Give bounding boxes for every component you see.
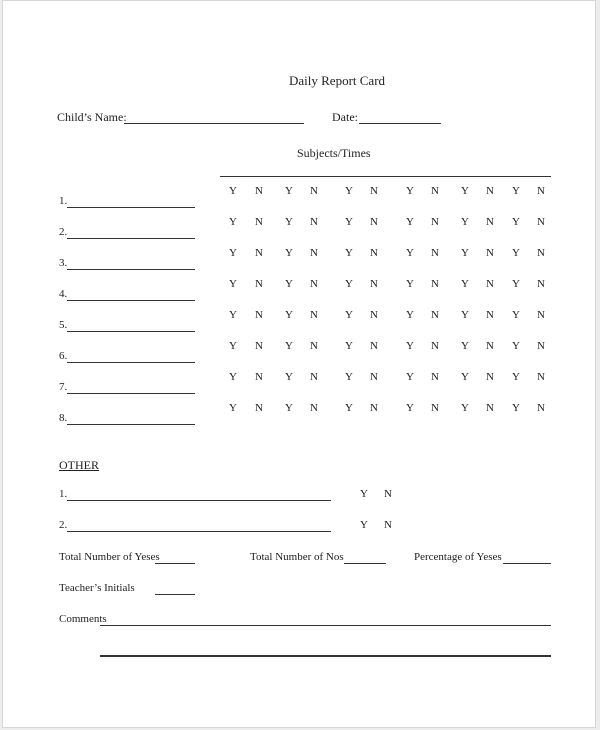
subjects-heading: Subjects/Times <box>297 146 371 160</box>
no-option[interactable]: N <box>486 340 494 352</box>
yes-option[interactable]: Y <box>461 402 469 414</box>
no-option[interactable]: N <box>310 309 318 321</box>
no-option[interactable]: N <box>431 340 439 352</box>
no-option[interactable]: N <box>255 247 263 259</box>
yes-option[interactable]: Y <box>512 309 520 321</box>
no-option[interactable]: N <box>431 185 439 197</box>
row-number: 8. <box>59 412 68 424</box>
yes-option[interactable]: Y <box>285 185 293 197</box>
row-number: 2. <box>59 226 68 238</box>
yes-option[interactable]: Y <box>406 216 414 228</box>
yes-option[interactable]: Y <box>285 216 293 228</box>
yes-option[interactable]: Y <box>345 371 353 383</box>
other-heading: OTHER <box>59 458 99 472</box>
no-option[interactable]: N <box>486 247 494 259</box>
page-title: Daily Report Card <box>289 73 386 88</box>
yes-option[interactable]: Y <box>512 247 520 259</box>
no-option[interactable]: N <box>255 278 263 290</box>
yes-option[interactable]: Y <box>461 185 469 197</box>
yes-option[interactable]: Y <box>406 340 414 352</box>
no-option[interactable]: N <box>537 216 545 228</box>
date-label: Date: <box>332 110 358 124</box>
no-option[interactable]: N <box>310 278 318 290</box>
no-option[interactable]: N <box>255 402 263 414</box>
yes-option[interactable]: Y <box>512 185 520 197</box>
yes-option[interactable]: Y <box>229 216 237 228</box>
subject-field[interactable] <box>67 207 195 208</box>
yes-option[interactable]: Y <box>360 488 368 500</box>
yes-option[interactable]: Y <box>461 216 469 228</box>
comments-label: Comments <box>59 613 107 625</box>
no-option[interactable]: N <box>537 309 545 321</box>
subjects-top-rule <box>220 176 551 177</box>
no-option[interactable]: N <box>370 371 378 383</box>
subject-field[interactable] <box>67 300 195 301</box>
yes-option[interactable]: Y <box>345 402 353 414</box>
yes-option[interactable]: Y <box>285 371 293 383</box>
no-option[interactable]: N <box>486 216 494 228</box>
yes-option[interactable]: Y <box>406 371 414 383</box>
yes-option[interactable]: Y <box>461 278 469 290</box>
yes-option[interactable]: Y <box>229 247 237 259</box>
no-option[interactable]: N <box>370 278 378 290</box>
no-option[interactable]: N <box>537 402 545 414</box>
no-option[interactable]: N <box>310 185 318 197</box>
subject-field[interactable] <box>67 424 195 425</box>
yes-option[interactable]: Y <box>345 340 353 352</box>
child-name-field[interactable] <box>124 123 304 124</box>
no-option[interactable]: N <box>486 309 494 321</box>
yes-option[interactable]: Y <box>345 309 353 321</box>
subject-field[interactable] <box>67 393 195 394</box>
other-row-number: 1. <box>59 488 68 500</box>
no-option[interactable]: N <box>310 340 318 352</box>
no-option[interactable]: N <box>255 216 263 228</box>
total-nos-label: Total Number of Nos <box>250 551 344 563</box>
no-option[interactable]: N <box>370 340 378 352</box>
yes-option[interactable]: Y <box>512 402 520 414</box>
no-option[interactable]: N <box>255 340 263 352</box>
row-number: 5. <box>59 319 68 331</box>
yes-option[interactable]: Y <box>406 247 414 259</box>
yes-option[interactable]: Y <box>345 216 353 228</box>
no-option[interactable]: N <box>486 402 494 414</box>
yes-option[interactable]: Y <box>512 340 520 352</box>
yes-option[interactable]: Y <box>229 278 237 290</box>
row-number: 1. <box>59 195 68 207</box>
no-option[interactable]: N <box>537 371 545 383</box>
yes-option[interactable]: Y <box>512 371 520 383</box>
yes-option[interactable]: Y <box>512 216 520 228</box>
subject-field[interactable] <box>67 362 195 363</box>
row-number: 3. <box>59 257 68 269</box>
total-yeses-label: Total Number of Yeses <box>59 551 160 563</box>
total-yeses-field[interactable] <box>155 563 195 564</box>
no-option[interactable]: N <box>431 247 439 259</box>
no-option[interactable]: N <box>370 309 378 321</box>
no-option[interactable]: N <box>431 278 439 290</box>
yes-option[interactable]: Y <box>512 278 520 290</box>
yes-option[interactable]: Y <box>406 278 414 290</box>
no-option[interactable]: N <box>310 371 318 383</box>
row-number: 7. <box>59 381 68 393</box>
yes-option[interactable]: Y <box>461 340 469 352</box>
yes-option[interactable]: Y <box>285 340 293 352</box>
row-number: 6. <box>59 350 68 362</box>
no-option[interactable]: N <box>431 216 439 228</box>
date-field[interactable] <box>359 123 441 124</box>
no-option[interactable]: N <box>537 185 545 197</box>
no-option[interactable]: N <box>370 185 378 197</box>
no-option[interactable]: N <box>537 247 545 259</box>
report-card-page <box>2 0 596 728</box>
yes-option[interactable]: Y <box>285 278 293 290</box>
yes-option[interactable]: Y <box>461 309 469 321</box>
no-option[interactable]: N <box>486 278 494 290</box>
subject-field[interactable] <box>67 331 195 332</box>
yes-option[interactable]: Y <box>229 309 237 321</box>
other-field[interactable] <box>67 531 331 532</box>
other-row-number: 2. <box>59 519 68 531</box>
no-option[interactable]: N <box>255 185 263 197</box>
comments-field-line-2[interactable] <box>100 655 551 657</box>
row-number: 4. <box>59 288 68 300</box>
no-option[interactable]: N <box>431 309 439 321</box>
no-option[interactable]: N <box>255 371 263 383</box>
yes-option[interactable]: Y <box>345 278 353 290</box>
yes-option[interactable]: Y <box>406 402 414 414</box>
no-option[interactable]: N <box>486 185 494 197</box>
yes-option[interactable]: Y <box>229 371 237 383</box>
no-option[interactable]: N <box>537 340 545 352</box>
yes-option[interactable]: Y <box>461 371 469 383</box>
no-option[interactable]: N <box>370 216 378 228</box>
yes-option[interactable]: Y <box>406 185 414 197</box>
no-option[interactable]: N <box>310 216 318 228</box>
comments-field-line-1[interactable] <box>100 625 551 626</box>
yes-option[interactable]: Y <box>345 247 353 259</box>
yes-option[interactable]: Y <box>285 402 293 414</box>
yes-option[interactable]: Y <box>461 247 469 259</box>
total-nos-field[interactable] <box>344 563 386 564</box>
yes-option[interactable]: Y <box>229 185 237 197</box>
no-option[interactable]: N <box>310 402 318 414</box>
yes-option[interactable]: Y <box>285 309 293 321</box>
no-option[interactable]: N <box>431 402 439 414</box>
no-option[interactable]: N <box>486 371 494 383</box>
yes-option[interactable]: Y <box>229 340 237 352</box>
child-name-label: Child’s Name: <box>57 110 127 124</box>
yes-option[interactable]: Y <box>406 309 414 321</box>
yes-option[interactable]: Y <box>229 402 237 414</box>
other-field[interactable] <box>67 500 331 501</box>
yes-option[interactable]: Y <box>360 519 368 531</box>
yes-option[interactable]: Y <box>285 247 293 259</box>
subject-field[interactable] <box>67 269 195 270</box>
yes-option[interactable]: Y <box>345 185 353 197</box>
no-option[interactable]: N <box>384 488 392 500</box>
no-option[interactable]: N <box>255 309 263 321</box>
teacher-initials-label: Teacher’s Initials <box>59 582 135 594</box>
no-option[interactable]: N <box>537 278 545 290</box>
no-option[interactable]: N <box>370 247 378 259</box>
no-option[interactable]: N <box>431 371 439 383</box>
no-option[interactable]: N <box>310 247 318 259</box>
percent-yeses-field[interactable] <box>503 563 551 564</box>
no-option[interactable]: N <box>370 402 378 414</box>
teacher-initials-field[interactable] <box>155 594 195 595</box>
percent-yeses-label: Percentage of Yeses <box>414 551 502 563</box>
subject-field[interactable] <box>67 238 195 239</box>
no-option[interactable]: N <box>384 519 392 531</box>
